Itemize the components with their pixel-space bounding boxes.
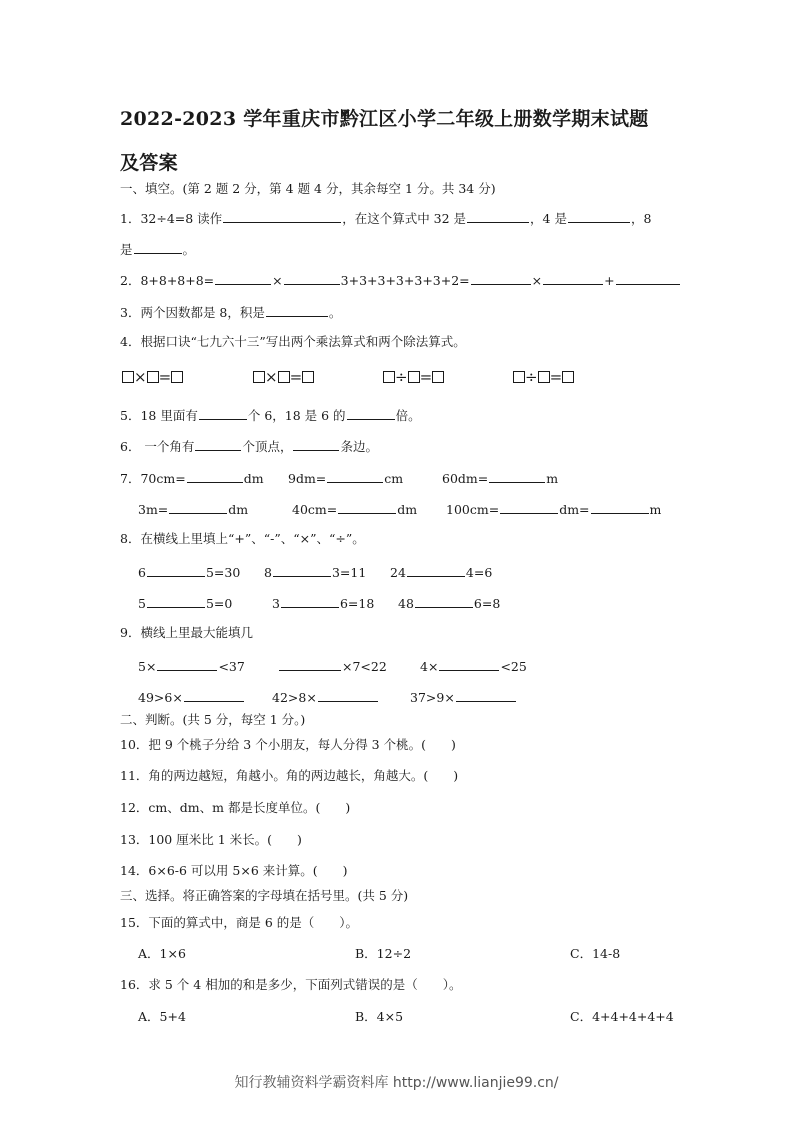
question-7-row-1: 7．70cm= dm [120,471,264,486]
answer-blank[interactable] [293,438,339,451]
answer-box[interactable] [278,371,290,383]
question-11: 11．角的两边越短，角越小。角的两边越长，角越大。( ) [120,768,459,783]
answer-blank[interactable] [415,595,473,608]
question-8-item: 6 5=30 [138,565,241,580]
answer-box[interactable] [171,371,183,383]
question-8-item: 3 6=18 [272,596,375,611]
answer-blank[interactable] [281,595,339,608]
answer-blank[interactable] [147,564,205,577]
answer-blank[interactable] [169,501,227,514]
option-15-a[interactable]: A．1×6 [138,946,186,961]
answer-box[interactable] [432,371,444,383]
option-15-b[interactable]: B．12÷2 [355,946,412,961]
answer-box[interactable] [538,371,550,383]
answer-blank[interactable] [187,470,243,483]
answer-blank[interactable] [338,501,396,514]
question-9: 9．横线上里最大能填几 [120,625,253,640]
mul-equation-1: × = [122,370,183,385]
question-14: 14．6×6-6 可以用 5×6 来计算。( ) [120,863,348,878]
mul-equation-2: × = [253,370,314,385]
answer-box[interactable] [513,371,525,383]
answer-blank[interactable] [568,210,630,223]
answer-blank[interactable] [215,272,271,285]
answer-blank[interactable] [471,272,531,285]
answer-blank[interactable] [199,407,247,420]
question-8-item: 5 5=0 [138,596,233,611]
answer-blank[interactable] [134,241,182,254]
question-16: 16．求 5 个 4 相加的和是多少，下面列式错误的是（ ）。 [120,977,462,992]
question-1-cont: 是 。 [120,242,196,257]
answer-blank[interactable] [147,595,205,608]
answer-blank[interactable] [273,564,331,577]
answer-blank[interactable] [543,272,603,285]
question-7-item: 9dm= cm [288,471,404,486]
question-9-item: 5× <37 [138,659,245,674]
answer-blank[interactable] [407,564,465,577]
question-5: 5．18 里面有 个 6，18 是 6 的 倍。 [120,408,421,423]
answer-box[interactable] [302,371,314,383]
answer-blank[interactable] [266,304,328,317]
question-2: 2．8+8+8+8= × 3+3+3+3+3+3+2= × + [120,272,681,288]
answer-blank[interactable] [467,210,529,223]
answer-blank[interactable] [347,407,395,420]
section-1-heading: 一、填空。(第 2 题 2 分，第 4 题 4 分，其余每空 1 分。共 34 分) [120,181,496,196]
answer-blank[interactable] [616,272,680,285]
question-12: 12．cm、dm、m 都是长度单位。( ) [120,800,351,815]
option-15-c[interactable]: C．14-8 [570,946,621,961]
answer-box[interactable] [122,371,134,383]
question-9-item: 42>8× [272,689,379,705]
answer-blank[interactable] [591,501,649,514]
question-9-item: ×7<22 [278,658,387,674]
question-15: 15．下面的算式中，商是 6 的是（ ）。 [120,915,359,930]
question-4: 4．根据口诀“七九六十三”写出两个乘法算式和两个除法算式。 [120,334,466,349]
question-7-item: 60dm= m [442,471,559,486]
div-equation-1: ÷ = [383,370,444,385]
answer-blank[interactable] [500,501,558,514]
answer-box[interactable] [253,371,265,383]
answer-blank[interactable] [318,689,378,702]
question-6: 6． 一个角有 个顶点， 条边。 [120,439,378,454]
answer-box[interactable] [383,371,395,383]
question-9-item: 4× <25 [420,659,527,674]
answer-blank[interactable] [439,658,499,671]
answer-blank[interactable] [456,689,516,702]
answer-box[interactable] [408,371,420,383]
question-8-item: 8 3=11 [264,565,367,580]
option-16-a[interactable]: A．5+4 [138,1009,186,1024]
answer-blank[interactable] [279,658,341,671]
answer-blank[interactable] [157,658,217,671]
question-9-item: 49>6× [138,689,245,705]
question-13: 13．100 厘米比 1 米长。( ) [120,832,302,847]
question-3: 3．两个因数都是 8，积是 。 [120,305,342,320]
page-title-line2: 及答案 [120,152,178,174]
question-7-row-2: 3m= dm [138,502,249,517]
answer-blank[interactable] [489,470,545,483]
question-7-item: 40cm= dm [292,502,418,517]
div-equation-2: ÷ = [513,370,574,385]
answer-blank[interactable] [223,210,341,223]
option-16-b[interactable]: B．4×5 [355,1009,404,1024]
question-8-item: 48 6=8 [398,596,501,611]
question-10: 10．把 9 个桃子分给 3 个小朋友，每人分得 3 个桃。( ) [120,737,456,752]
question-9-item: 37>9× [410,689,517,705]
answer-box[interactable] [147,371,159,383]
answer-blank[interactable] [327,470,383,483]
page-title-line1: 2022-2023 学年重庆市黔江区小学二年级上册数学期末试题 [120,108,649,130]
question-8: 8．在横线上里填上“+”、“-”、“×”、“÷”。 [120,531,365,546]
answer-blank[interactable] [184,689,244,702]
answer-blank[interactable] [284,272,340,285]
answer-blank[interactable] [195,438,241,451]
question-1: 1．32÷4=8 读作 ，在这个算式中 32 是 ，4 是 ，8 [120,211,652,226]
question-8-item: 24 4=6 [390,565,493,580]
answer-box[interactable] [562,371,574,383]
option-16-c[interactable]: C．4+4+4+4+4 [570,1009,674,1024]
footer-watermark: 知行教辅资料学霸资料库 http://www.lianjie99.cn/ [234,1075,559,1091]
question-7-item: 100cm= dm= m [446,502,662,517]
section-3-heading: 三、选择。将正确答案的字母填在括号里。(共 5 分) [120,888,409,903]
section-2-heading: 二、判断。(共 5 分，每空 1 分。) [120,712,306,727]
